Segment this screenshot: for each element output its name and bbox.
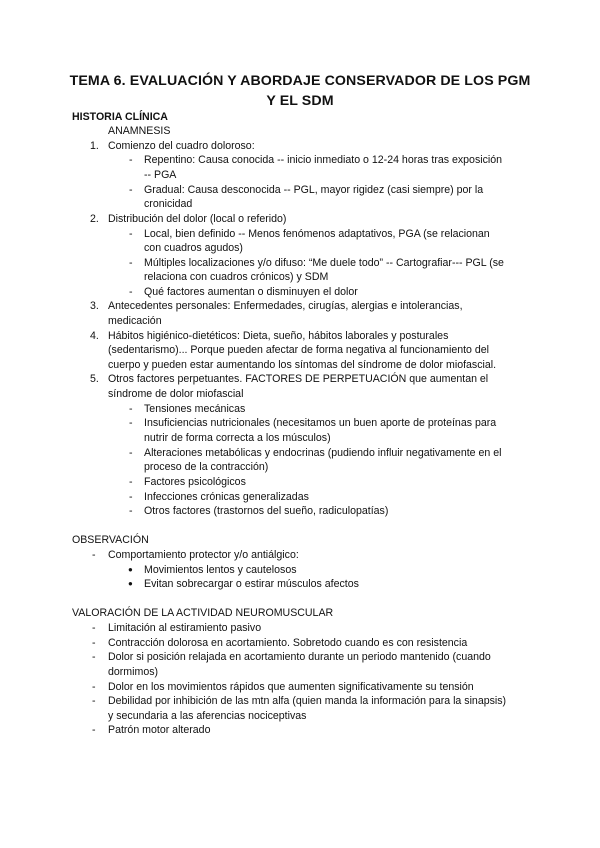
- dash-marker: -: [92, 549, 96, 561]
- list-item-line: Hábitos higiénico-dietéticos: Dieta, sueño, hábitos laborales y posturales: [108, 330, 449, 342]
- dash-marker: -: [129, 286, 133, 298]
- sub-item-line: Infecciones crónicas generalizadas: [144, 491, 309, 503]
- dash-marker: -: [92, 724, 96, 736]
- dash-marker: -: [129, 228, 133, 240]
- dash-marker: -: [92, 695, 96, 707]
- list-item-line: Contracción dolorosa en acortamiento. Sobretodo cuando es con resistencia: [108, 637, 468, 649]
- dash-marker: -: [92, 637, 96, 649]
- sub-item-line: Tensiones mecánicas: [144, 403, 246, 415]
- sub-item-line: -- PGA: [144, 169, 177, 181]
- title-line-2: Y EL SDM: [266, 93, 334, 109]
- dash-marker: -: [92, 622, 96, 634]
- list-item-line: Dolor en los movimientos rápidos que aumenten significativamente su tensión: [108, 681, 474, 693]
- list-item-line: y secundaria a las aferencias nociceptivas: [108, 710, 307, 722]
- dash-marker: -: [92, 681, 96, 693]
- bullet-item: Evitan sobrecargar o estirar músculos afectos: [144, 578, 359, 590]
- list-item-text: Comienzo del cuadro doloroso:: [108, 140, 255, 152]
- page-title: [60, 71, 540, 111]
- list-item-line: (sedentarismo)... Porque pueden afectar de forma negativa al funcionamiento del: [108, 344, 490, 356]
- bullet-item: Movimientos lentos y cautelosos: [144, 564, 297, 576]
- list-item-line: medicación: [108, 315, 162, 327]
- list-item-line: Debilidad por inhibición de las mtn alfa (quien manda la información para la sinapsis): [108, 695, 507, 707]
- list-item-line: Patrón motor alterado: [108, 724, 211, 736]
- list-item-text: Comportamiento protector y/o antiálgico:: [108, 549, 299, 561]
- sub-item-line: proceso de la contracción): [144, 461, 269, 473]
- bullet-marker: ●: [128, 579, 133, 588]
- bullet-marker: ●: [128, 565, 133, 574]
- list-item-line: cuerpo y pueden estar aumentando los síntomas del síndrome de dolor miofascial.: [108, 359, 497, 371]
- list-number: 4.: [90, 330, 99, 342]
- dash-marker: -: [129, 403, 133, 415]
- dash-marker: -: [92, 651, 96, 663]
- sub-item-line: Qué factores aumentan o disminuyen el dolor: [144, 286, 358, 298]
- list-item-text: Distribución del dolor (local o referido): [108, 213, 287, 225]
- dash-marker: -: [129, 447, 133, 459]
- list-number: 3.: [90, 300, 99, 312]
- dash-marker: -: [129, 491, 133, 503]
- list-number: 1.: [90, 140, 99, 152]
- subheading-anamnesis: ANAMNESIS: [108, 125, 171, 137]
- list-number: 5.: [90, 373, 99, 385]
- dash-marker: -: [129, 476, 133, 488]
- dash-marker: -: [129, 154, 133, 166]
- dash-marker: -: [129, 417, 133, 429]
- sub-item-line: con cuadros agudos): [144, 242, 243, 254]
- sub-item-line: Múltiples localizaciones y/o difuso: “Me duele todo” -- Cartografiar--- PGL (se: [144, 257, 504, 269]
- list-item-line: síndrome de dolor miofascial: [108, 388, 244, 400]
- list-item-line: dormimos): [108, 666, 159, 678]
- sub-item-line: Insuficiencias nutricionales (necesitamos un buen aporte de proteínas para: [144, 417, 497, 429]
- list-item-line: Limitación al estiramiento pasivo: [108, 622, 262, 634]
- sub-item-line: cronicidad: [144, 198, 193, 210]
- sub-item-line: Factores psicológicos: [144, 476, 246, 488]
- title-line-1: TEMA 6. EVALUACIÓN Y ABORDAJE CONSERVADOR DE LOS PGM: [69, 73, 531, 89]
- dash-marker: -: [129, 184, 133, 196]
- dash-marker: -: [129, 505, 133, 517]
- sub-item-line: relaciona con cuadros crónicos) y SDM: [144, 271, 329, 283]
- list-item-line: Dolor si posición relajada en acortamiento durante un periodo mantenido (cuando: [108, 651, 491, 663]
- sub-item-line: Local, bien definido -- Menos fenómenos adaptativos, PGA (se relacionan: [144, 228, 490, 240]
- sub-item-line: Otros factores (trastornos del sueño, radiculopatías): [144, 505, 389, 517]
- section-heading-observacion: OBSERVACIÓN: [72, 534, 149, 546]
- sub-item-line: nutrir de forma correcta a los músculos): [144, 432, 331, 444]
- sub-item-line: Repentino: Causa conocida -- inicio inmediato o 12-24 horas tras exposición: [144, 154, 503, 166]
- list-number: 2.: [90, 213, 99, 225]
- sub-item-line: Alteraciones metabólicas y endocrinas (pudiendo influir negativamente en el: [144, 447, 502, 459]
- list-item-line: Antecedentes personales: Enfermedades, cirugías, alergias e intolerancias,: [108, 300, 463, 312]
- sub-item-line: Gradual: Causa desconocida -- PGL, mayor rigidez (casi siempre) por la: [144, 184, 484, 196]
- section-heading-valoracion: VALORACIÓN DE LA ACTIVIDAD NEUROMUSCULAR: [72, 607, 334, 619]
- section-heading-historia: HISTORIA CLÍNICA: [72, 111, 168, 123]
- list-item-line: Otros factores perpetuantes. FACTORES DE PERPETUACIÓN que aumentan el: [108, 373, 489, 385]
- dash-marker: -: [129, 257, 133, 269]
